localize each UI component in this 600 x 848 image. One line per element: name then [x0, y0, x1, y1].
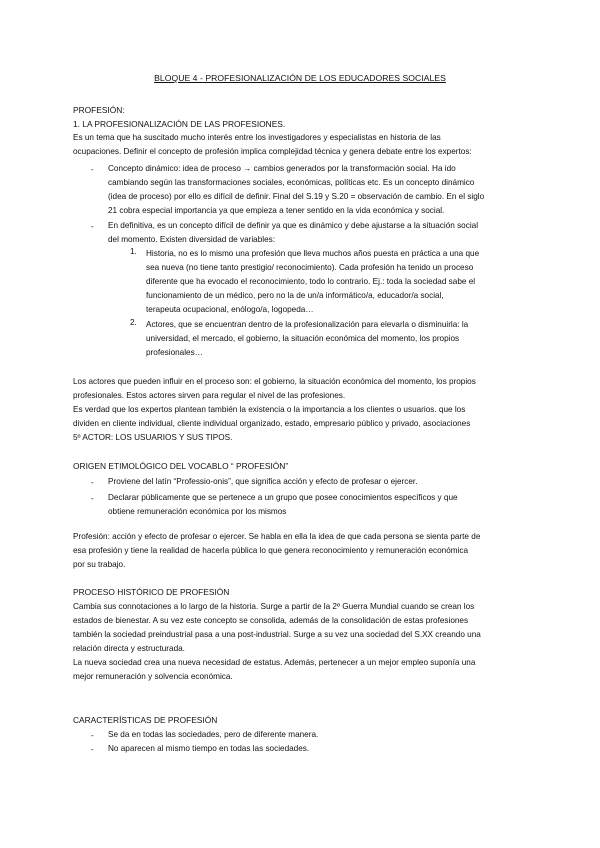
bullet-line: Declarar públicamente que se pertenece a un grupo que posee conocimientos específicos y que: [108, 493, 458, 502]
bullet-dash: -: [91, 165, 94, 174]
definition-line: esa profesión y tiene la realidad de hacerla pública lo que genera reconocimiento y remuneración económica: [73, 546, 469, 555]
bullet-line: Concepto dinámico: idea de proceso → cambios generados por la transformación social. Ha ido: [108, 164, 456, 173]
bullet-line: obtiene remuneración económica por los mismos: [108, 507, 287, 516]
list-number: 1.: [130, 247, 137, 256]
proceso-line: Cambia sus connotaciones a lo largo de la historia. Surge a partir de la 2º Guerra Mundial cuando se crean los: [73, 602, 475, 611]
bullet-dash: -: [91, 222, 94, 231]
title-prefix: BLOQUE 4 -: [154, 73, 203, 83]
actors-line: Los actores que pueden influir en el proceso son: el gobierno, la situación económica del momento, los propios: [73, 377, 476, 386]
proceso-line: La nueva sociedad crea una nueva necesidad de estatus. Además, pertenecer a un mejor empleo suponía una: [73, 658, 476, 667]
bullet-line: En definitiva, es un concepto difícil de definir ya que es dinámico y debe ajustarse a la situación social: [108, 221, 479, 230]
actors-line: 5º ACTOR: LOS USUARIOS Y SUS TIPOS.: [73, 433, 233, 442]
bullet-line: cambiando según las transformaciones sociales, económicas, políticas etc. Es un concepto dinámico: [108, 178, 475, 187]
proceso-line: mejor remuneración y solvencia económica.: [73, 672, 233, 681]
intro-line: ocupaciones. Definir el concepto de profesión implica complejidad técnica y genera debate entre los expertos:: [73, 147, 472, 156]
proceso-line: relación directa y estructurada.: [73, 644, 185, 653]
bullet-dash: -: [91, 478, 94, 487]
definition-line: por su trabajo.: [73, 560, 126, 569]
numbered-line: sea nueva (no tiene tanto prestigio/ reconocimiento). Cada profesión ha tenido un proceso: [146, 263, 474, 272]
section-heading-caracteristicas: CARACTERÍSTICAS DE PROFESIÓN: [73, 715, 218, 725]
actors-line: profesionales. Estos actores sirven para regular el nivel de las profesiones.: [73, 391, 346, 400]
bullet-line: Se da en todas las sociedades, pero de diferente manera.: [108, 730, 319, 739]
numbered-line: funcionamiento de un médico, pero no la de un/a informático/a, educador/a social,: [146, 291, 444, 300]
bullet-line: del momento. Existen diversidad de variables:: [108, 235, 276, 244]
section-heading-proceso: PROCESO HISTÓRICO DE PROFESIÓN: [73, 587, 230, 597]
title-rest: PROFESIONALIZACIÓN DE LOS EDUCADORES SOCIALES: [202, 73, 446, 83]
actors-line: dividen en cliente individual, cliente individual organizado, estado, empresario público y privado, asociaciones: [73, 419, 471, 428]
page-title: [0, 73, 600, 83]
bullet-dash: -: [91, 731, 94, 740]
bullet-line: (idea de proceso) por ello es difícil de definir. Final del S.19 y S.20 = observación de cambio. En el siglo: [108, 192, 485, 201]
bullet-line: 21 cobra especial importancia ya que empieza a tener sentido en la vida económica y social.: [108, 206, 445, 215]
section-subheading: 1. LA PROFESIONALIZACIÓN DE LAS PROFESIONES.: [73, 119, 286, 129]
numbered-line: profesionales…: [146, 348, 203, 357]
intro-line: Es un tema que ha suscitado mucho interés entre los investigadores y especialistas en historia de las: [73, 133, 441, 142]
numbered-line: terapeuta ocupacional, enólogo/a, logopeda…: [146, 305, 314, 314]
proceso-line: estados de bienestar. A su vez este concepto se consolida, además de la consolidación de estas profesiones: [73, 616, 469, 625]
list-number: 2.: [130, 318, 137, 327]
numbered-line: Historia, no es lo mismo una profesión que lleva muchos años puesta en práctica a una que: [146, 249, 480, 258]
bullet-line: No aparecen al mismo tiempo en todas las sociedades.: [108, 744, 310, 753]
section-heading-origen: ORIGEN ETIMOLÓGICO DEL VOCABLO “ PROFESIÓN”: [73, 461, 289, 471]
numbered-line: Actores, que se encuentran dentro de la profesionalización para elevarla o disminuirla: la: [146, 320, 469, 329]
numbered-line: universidad, el mercado, el gobierno, la situación económica del momento, los propios: [146, 334, 460, 343]
bullet-line: Proviene del latín “Professio-onis”, que significa acción y efecto de profesar o ejercer.: [108, 477, 418, 486]
definition-line: Profesión: acción y efecto de profesar o ejercer. Se habla en ella la idea de que cada persona se sienta parte de: [73, 532, 481, 541]
bullet-dash: -: [91, 494, 94, 503]
bullet-dash: -: [91, 745, 94, 754]
numbered-line: diferente que ha evocado el reconocimiento, todo lo contrario. Ej.: toda la sociedad sabe el: [146, 277, 476, 286]
proceso-line: también la sociedad preindustrial pasa a una post-industrial. Surge a su vez una sociedad del S.XX creando una: [73, 630, 481, 639]
actors-line: Es verdad que los expertos plantean también la existencia o la importancia a los clientes o usuarios. que los: [73, 405, 466, 414]
section-heading-profesion: PROFESIÓN:: [73, 105, 125, 115]
